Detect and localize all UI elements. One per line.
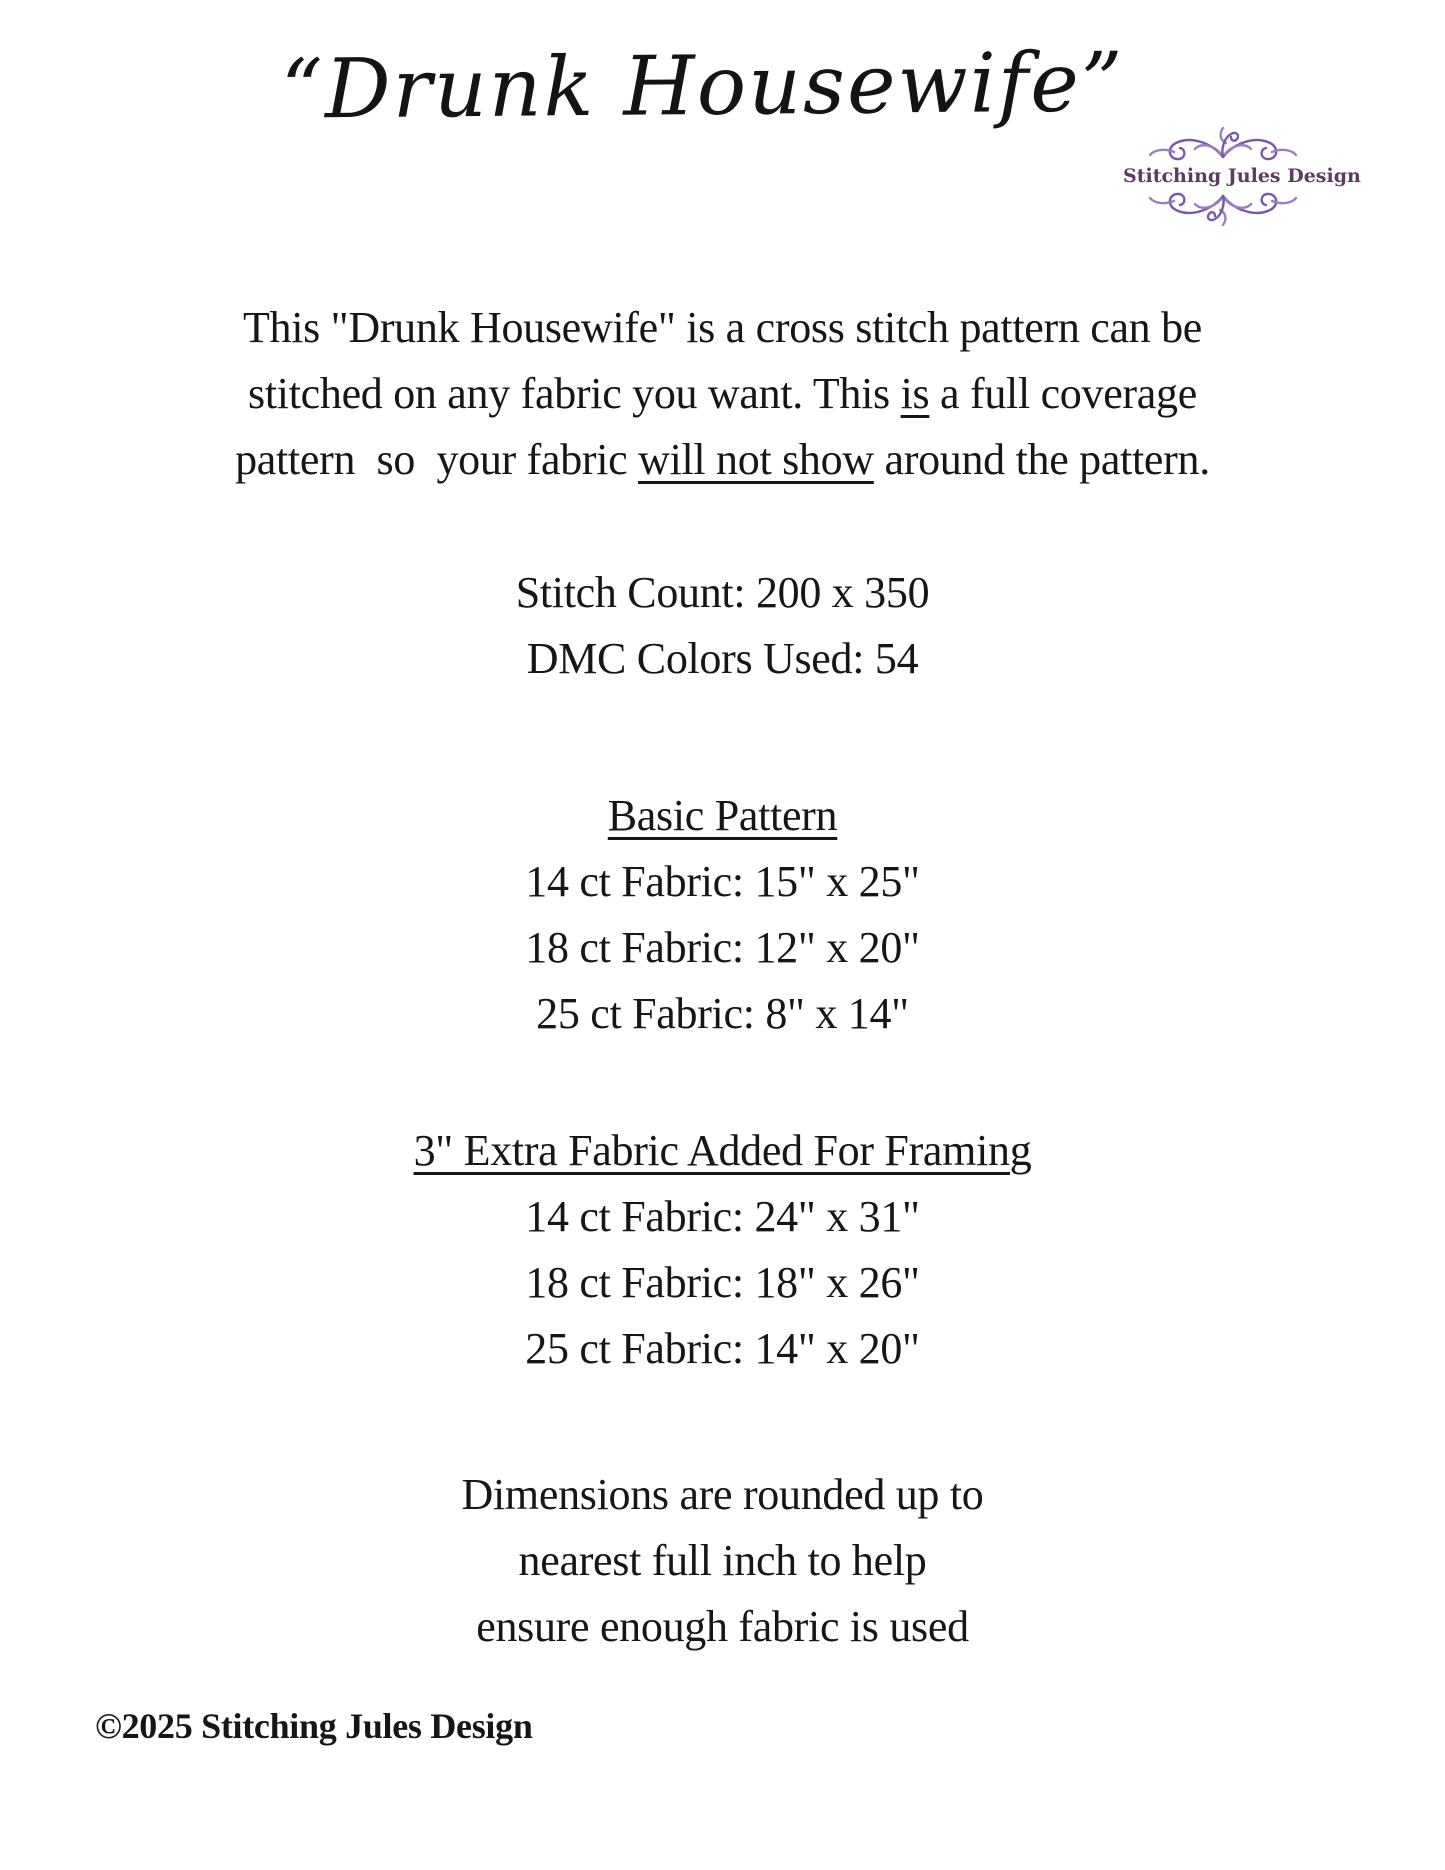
logo-text: Stitching Jules Design bbox=[1123, 165, 1361, 187]
intro-line-3 bbox=[0, 427, 1445, 493]
counts-block bbox=[0, 560, 1445, 692]
framing-heading: 3" Extra Fabric Added For Framing bbox=[413, 1126, 1032, 1175]
dmc-colors-line: DMC Colors Used: 54 bbox=[526, 634, 919, 683]
fabric-size-line: 25 ct Fabric: 14" x 20" bbox=[525, 1324, 920, 1373]
intro-line-1 bbox=[0, 295, 1445, 361]
fabric-size-line: 18 ct Fabric: 18" x 26" bbox=[525, 1258, 920, 1307]
framing-pattern-section bbox=[0, 1118, 1445, 1382]
dimensions-note-line-2: nearest full inch to help bbox=[518, 1536, 927, 1585]
basic-pattern-heading: Basic Pattern bbox=[607, 791, 838, 840]
dimensions-note-line-1: Dimensions are rounded up to bbox=[461, 1470, 984, 1519]
basic-pattern-section bbox=[0, 783, 1445, 1047]
page-title: “Drunk Housewife” bbox=[280, 35, 1125, 138]
dimensions-note bbox=[0, 1462, 1445, 1660]
dimensions-note-line-3: ensure enough fabric is used bbox=[476, 1602, 969, 1651]
fabric-size-line: 18 ct Fabric: 12" x 20" bbox=[525, 923, 920, 972]
intro-line-2 bbox=[0, 361, 1445, 427]
fabric-size-line: 14 ct Fabric: 15" x 25" bbox=[525, 857, 920, 906]
intro-line-3-post: around the pattern. bbox=[873, 435, 1210, 484]
fabric-size-line: 14 ct Fabric: 24" x 31" bbox=[525, 1192, 920, 1241]
flourish-bottom-icon bbox=[1134, 187, 1312, 229]
copyright-footer: ©2025 Stitching Jules Design bbox=[95, 1706, 533, 1746]
intro-line-1-text: This "Drunk Housewife" is a cross stitch pattern can be bbox=[242, 303, 1203, 352]
intro-line-3-pre: pattern so your fabric bbox=[235, 435, 639, 484]
logo bbox=[1123, 124, 1361, 229]
flourish-top-icon bbox=[1134, 124, 1312, 166]
underlined-phrase-will-not-show: will not show bbox=[638, 435, 874, 484]
intro-line-2-post: a full coverage bbox=[929, 369, 1197, 418]
stitch-count-line: Stitch Count: 200 x 350 bbox=[515, 568, 930, 617]
intro-paragraph bbox=[0, 295, 1445, 493]
page-content bbox=[0, 295, 1445, 1748]
underlined-phrase-is: is bbox=[900, 369, 930, 418]
intro-line-2-pre: stitched on any fabric you want. This bbox=[248, 369, 901, 418]
fabric-size-line: 25 ct Fabric: 8" x 14" bbox=[536, 989, 909, 1038]
